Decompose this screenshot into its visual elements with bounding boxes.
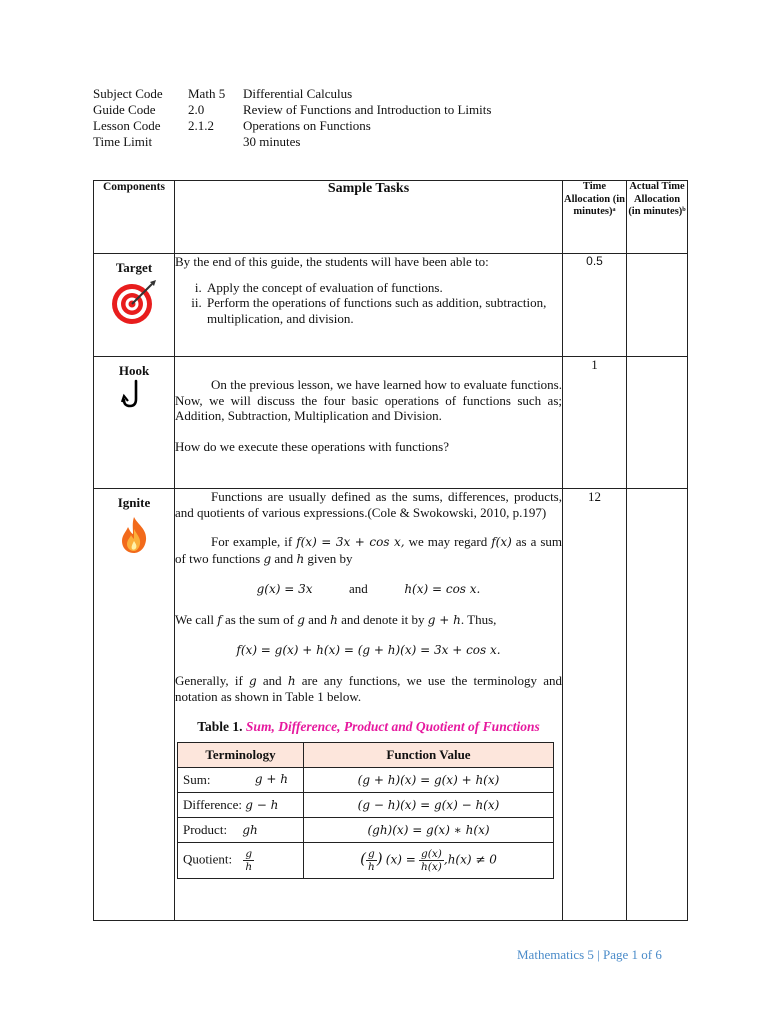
quotient-fraction: $\frac{g}{h}$	[245, 848, 253, 873]
header-code: 2.0	[188, 102, 205, 117]
page-footer: Mathematics 5 | Page 1 of 6	[517, 947, 662, 962]
hook-paragraph: On the previous lesson, we have learned how to evaluate functions. Now, we will discuss the four basic operations of functions such as; Addition, Subtraction, Multiplication and Division.	[175, 377, 562, 423]
lesson-table	[93, 180, 688, 921]
table1-caption: Table 1. Sum, Difference, Product and Quotient of Functions	[197, 718, 540, 734]
component-definitions: g(x) = 3x and h(x) = cos x.	[256, 581, 481, 596]
hook-time: 1	[563, 357, 627, 489]
header-row	[93, 102, 491, 118]
header-key: Guide Code	[93, 102, 156, 117]
header-key: Lesson Code	[93, 118, 161, 133]
target-actual	[627, 254, 688, 357]
target-component	[94, 254, 175, 357]
header-actual-time: Actual Time Allocation (in minutes)ᵇ	[627, 181, 688, 254]
col-terminology: Terminology	[178, 743, 304, 768]
h-definition: h(x) = cos x.	[404, 582, 481, 596]
header-code: Math 5	[188, 86, 226, 101]
header-value: Differential Calculus	[243, 86, 353, 101]
header-key: Time Limit	[93, 134, 153, 149]
header-row	[93, 118, 491, 134]
hook-tasks	[175, 357, 563, 489]
ignite-label: Ignite	[117, 495, 151, 510]
header-components: Components	[94, 181, 175, 254]
table-row: Difference: g − h (g − h)(x) = g(x) − h(x)	[178, 793, 554, 818]
sum-equation: f(x) = g(x) + h(x) = (g + h)(x) = 3x + cos x.	[236, 643, 501, 657]
header-row	[93, 86, 491, 102]
header-value: Operations on Functions	[243, 118, 371, 133]
table-row: Sum: g + h (g + h)(x) = g(x) + h(x)	[178, 768, 554, 793]
operations-header	[178, 743, 554, 768]
header-time-allocation: Time Allocation (in minutes)ᵃ	[563, 181, 627, 254]
ignite-row	[94, 489, 688, 921]
hook-row	[94, 357, 688, 489]
operations-table	[177, 742, 554, 879]
ignite-paragraph-4: Generally, if g and h are any functions, we use the terminology and notation as shown in Table 1 below.	[175, 672, 563, 704]
hook-icon	[119, 379, 149, 409]
objectives-list	[175, 280, 562, 327]
ignite-paragraph-2: For example, if f(x) = 3x + cos x, we may regard f(x) as a sum of two functions g and h given by	[175, 534, 562, 566]
target-tasks	[175, 254, 563, 357]
objective-item: i. Apply the concept of evaluation of functions.	[205, 280, 562, 296]
header-code	[188, 134, 243, 150]
target-intro: By the end of this guide, the students will have been able to:	[175, 254, 489, 269]
quotient-value-fraction: $\frac{g(x)}{h(x)}$	[421, 848, 442, 873]
hook-component	[94, 357, 175, 489]
header-code: 2.1.2	[188, 118, 214, 133]
target-row	[94, 254, 688, 357]
ignite-time: 12	[563, 489, 627, 921]
header-sample-tasks: Sample Tasks	[175, 181, 563, 254]
header-key: Subject Code	[93, 86, 163, 101]
hook-label: Hook	[118, 363, 150, 378]
lesson-header	[93, 86, 491, 150]
hook-question: How do we execute these operations with functions?	[175, 438, 450, 454]
target-label: Target	[115, 260, 153, 275]
ignite-tasks	[175, 489, 563, 921]
ignite-paragraph-1: Functions are usually defined as the sums, differences, products, and quotients of various expressions.(Cole & Swokowski, 2010, p.197)	[175, 489, 562, 520]
ignite-paragraph-3: We call f as the sum of g and h and denote it by g + h. Thus,	[175, 611, 497, 627]
fire-icon	[114, 515, 154, 555]
header-value: 30 minutes	[243, 134, 301, 149]
table-row: Quotient: $\frac{g}{h}$ ( $\frac{g}{h}$ ) (x) = $\frac{g(x)}{h(x)}$ ,h(x) ≠ 0	[178, 843, 554, 879]
math-expression: f(x) = 3x + cos x,	[296, 535, 405, 549]
objective-item: ii. Perform the operations of functions such as addition, subtraction, multiplication, and division.	[205, 295, 562, 326]
target-icon	[110, 278, 158, 326]
col-function-value: Function Value	[304, 743, 554, 768]
hook-actual	[627, 357, 688, 489]
table-header-row	[94, 181, 688, 254]
table-row: Product: gh (gh)(x) = g(x) ∗ h(x)	[178, 818, 554, 843]
ignite-actual	[627, 489, 688, 921]
g-definition: g(x) = 3x	[256, 582, 313, 596]
header-row	[93, 134, 491, 150]
ignite-component	[94, 489, 175, 921]
target-time: 0.5	[563, 254, 627, 357]
header-value: Review of Functions and Introduction to Limits	[243, 102, 492, 117]
